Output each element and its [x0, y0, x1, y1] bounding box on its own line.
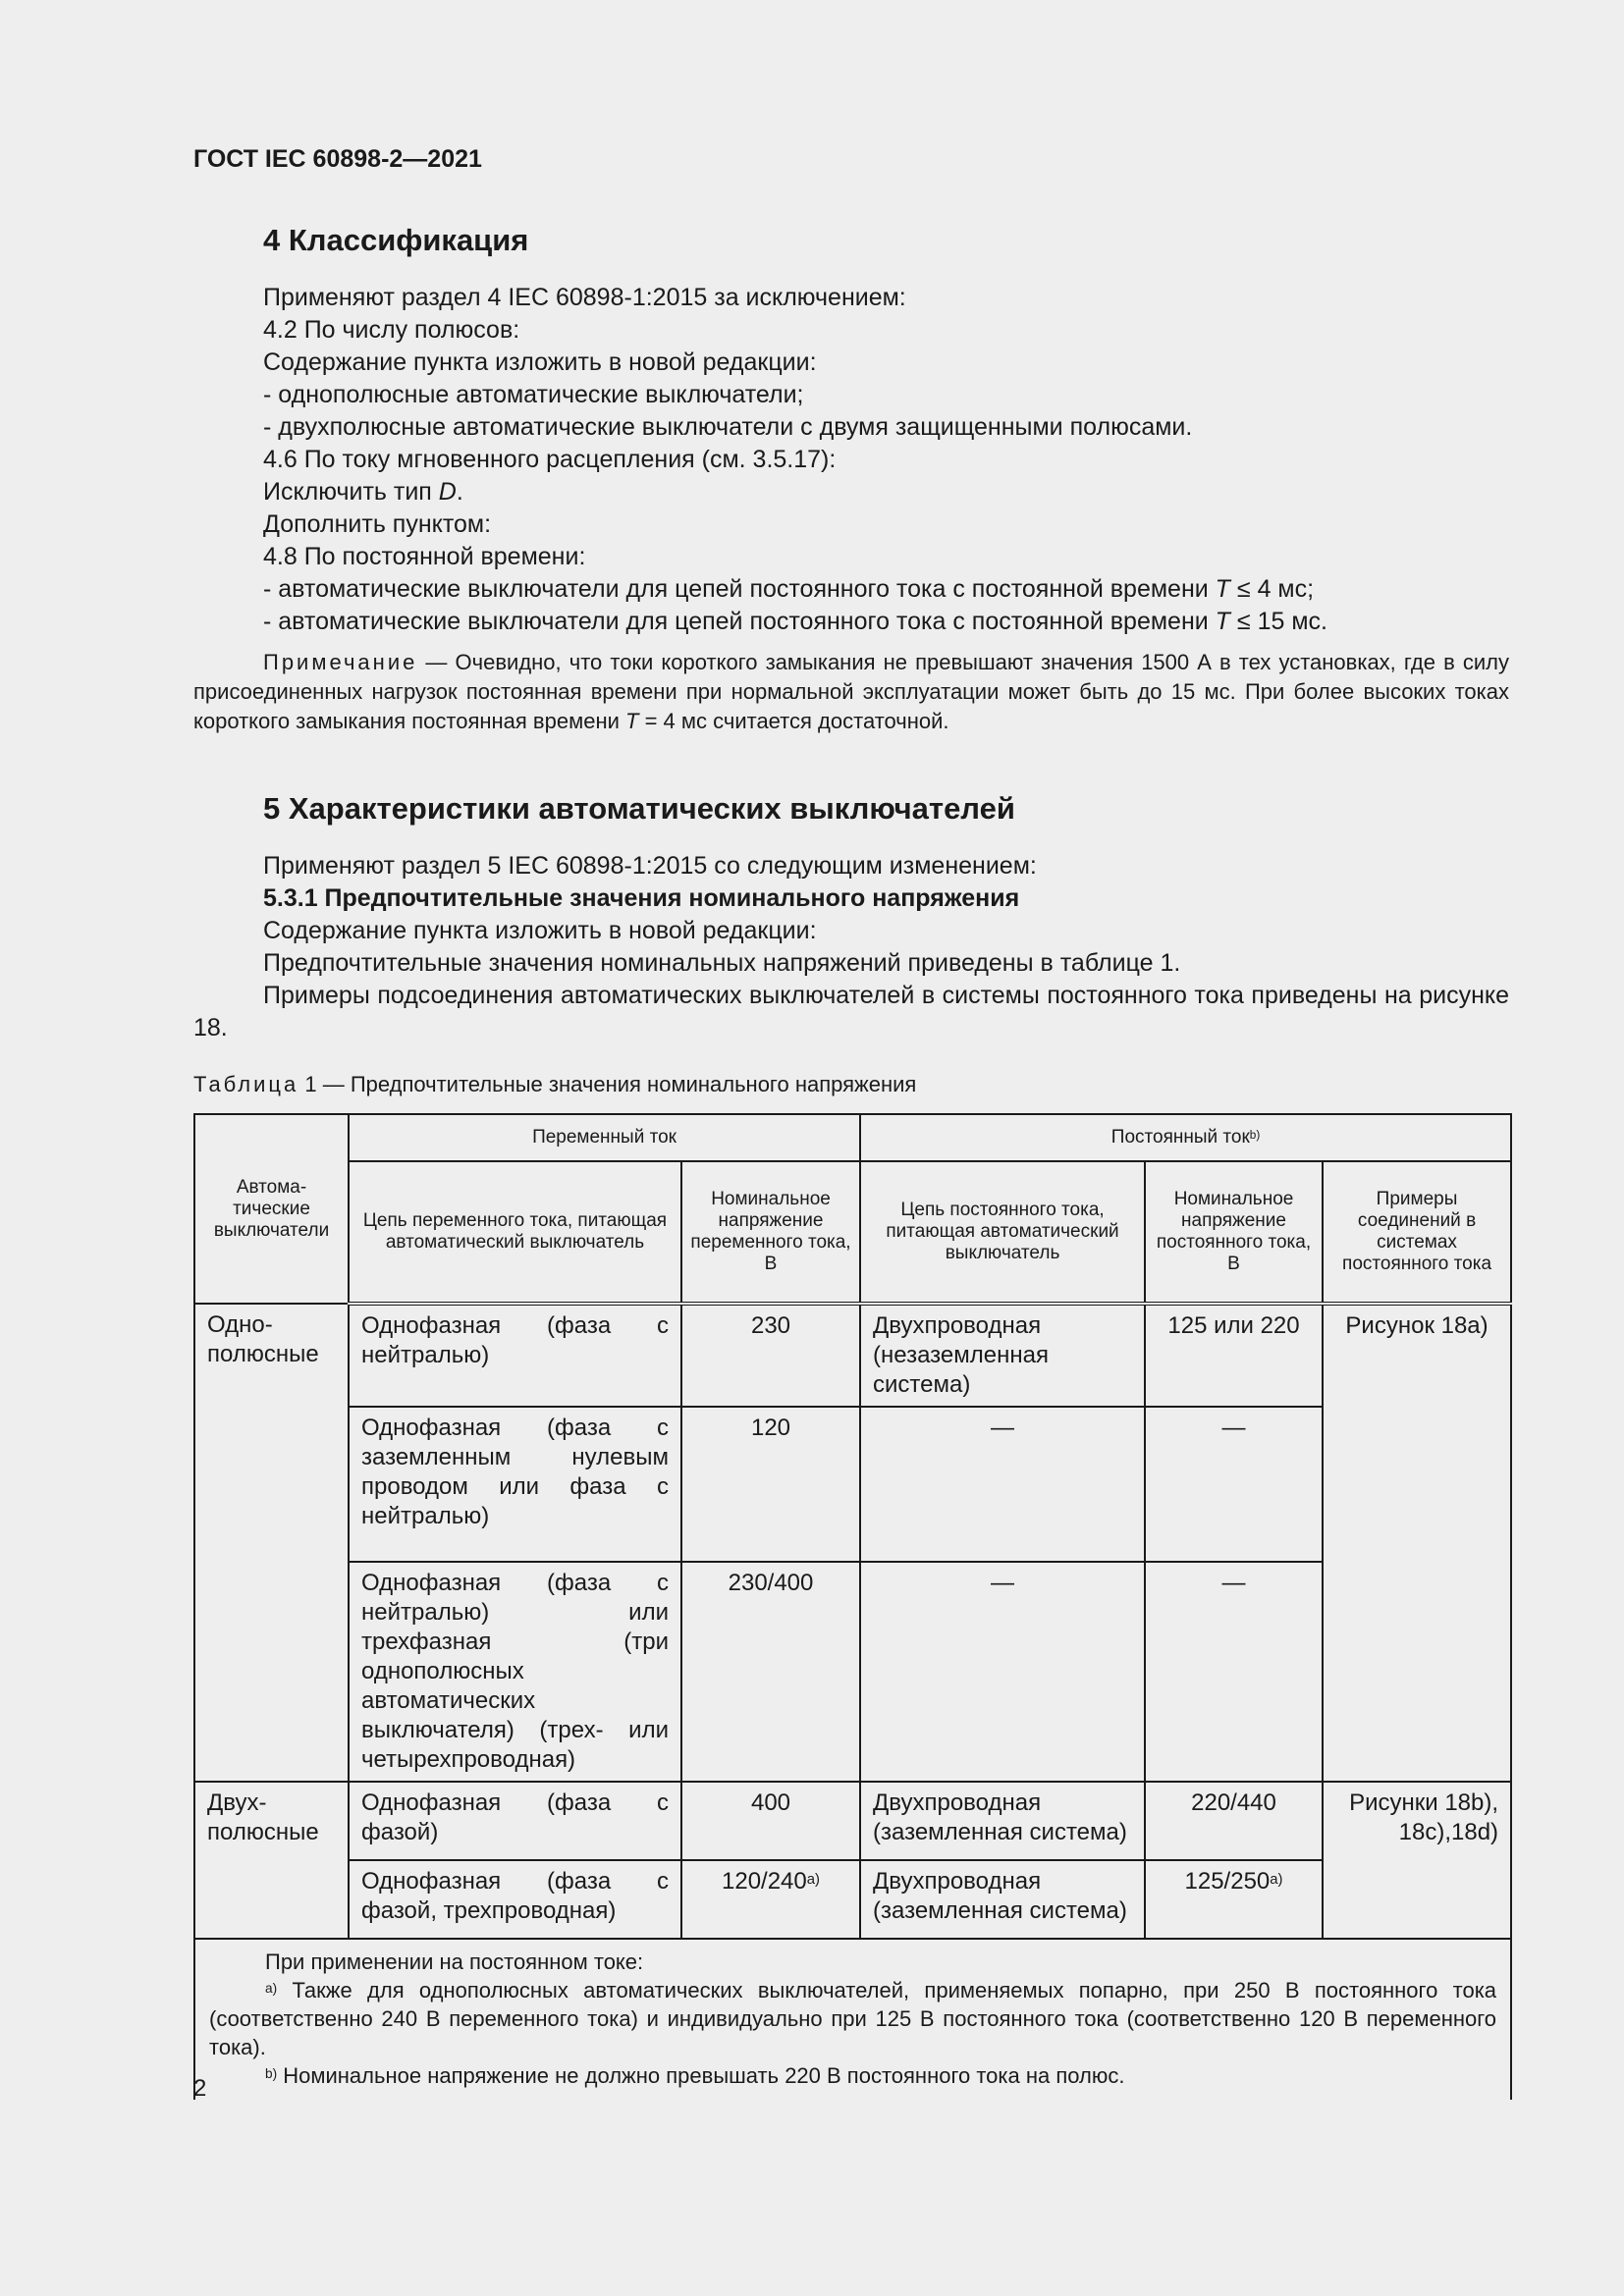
cell-ac-voltage: 120: [681, 1407, 860, 1562]
section-4-line: Содержание пункта изложить в новой редакции:: [263, 348, 817, 376]
cell-ac-circuit: Однофазная (фаза с заземленным нулевым проводом или фаза с нейтралью): [349, 1407, 681, 1562]
tau-line-1: - автоматические выключатели для цепей постоянного тока с постоянной времени T ≤ 4 мс;: [263, 575, 1315, 603]
section-4-title: 4 Классификация: [263, 223, 529, 257]
section-5-title: 5 Характеристики автоматических выключателей: [263, 791, 1015, 826]
section-5-line: Предпочтительные значения номинальных напряжений приведены в таблице 1.: [263, 949, 1181, 977]
cell-ac-voltage: 120/240$^{a)}$: [681, 1860, 860, 1939]
cell-ac-voltage: 230: [681, 1304, 860, 1407]
section-4-line: - двухполюсные автоматические выключатели с двумя защищенными полюсами.: [263, 413, 1193, 441]
cell-ac-circuit: Однофазная (фаза с фазой): [349, 1782, 681, 1860]
section-4-line: Применяют раздел 4 IEC 60898-1:2015 за исключением:: [263, 284, 906, 311]
cell-ac-circuit: Однофазная (фаза с фазой, трехпроводная): [349, 1860, 681, 1939]
document-header: ГОСТ IEC 60898-2—2021: [193, 145, 482, 173]
col-header-ac: Переменный ток: [349, 1114, 860, 1161]
footnote-intro: При применении на постоянном токе:: [265, 1949, 644, 1974]
table-row: [194, 1562, 1511, 1782]
section-4-line: 4.6 По току мгновенного расцепления (см. 3.5.17):: [263, 446, 837, 473]
col-header-breakers: Автома-тические выключатели: [194, 1114, 349, 1304]
col-header-dc-voltage: Номинальное напряжение постоянного тока, В: [1145, 1161, 1323, 1304]
item-4-8: 4.8 По постоянной времени:: [263, 543, 586, 570]
col-header-examples: Примеры соединений в системах постоянного тока: [1323, 1161, 1511, 1304]
cell-dc-voltage: —: [1145, 1407, 1323, 1562]
section-5-paragraph: Примеры подсоединения автоматических выключателей в системы постоянного тока приведены на рисунке 18.: [193, 982, 1509, 1041]
section-4-line: 4.2 По числу полюсов:: [263, 316, 520, 344]
col-header-ac-circuit: Цепь переменного тока, питающая автоматический выключатель: [349, 1161, 681, 1304]
cell-dc-voltage: 125/250$^{a)}$: [1145, 1860, 1323, 1939]
double-pole-figure: Рисунки 18b), 18c),18d): [1323, 1782, 1511, 1939]
cell-ac-voltage: 230/400: [681, 1562, 860, 1782]
page-number: 2: [193, 2075, 207, 2102]
table-caption: Таблица 1 — Предпочтительные значения номинального напряжения: [193, 1072, 917, 1096]
tau-line-2: - автоматические выключатели для цепей постоянного тока с постоянной времени T ≤ 15 мс.: [263, 608, 1327, 635]
single-pole-label: Одно-полюсные: [194, 1304, 349, 1782]
section-5-line: Применяют раздел 5 IEC 60898-1:2015 со следующим изменением:: [263, 852, 1037, 880]
section-4-note: Примечание — Очевидно, что токи короткого замыкания не превышают значения 1500 А в тех установках, где в силу присоединенных нагрузок постоянная времени при нормальной эксплуатации может быть до 15 мс. При более высоких токах короткого замыкания постоянная времени T = 4 мс считается достаточной.: [193, 650, 1509, 733]
cell-dc-circuit: —: [860, 1562, 1145, 1782]
table-row: [194, 1782, 1511, 1860]
cell-dc-voltage: 125 или 220: [1145, 1304, 1323, 1407]
section-4: [193, 223, 1509, 736]
cell-dc-circuit: Двухпроводная (незаземленная система): [860, 1304, 1145, 1407]
cell-dc-circuit: Двухпроводная (заземленная система): [860, 1782, 1145, 1860]
cell-ac-circuit: Однофазная (фаза с нейтралью) или трехфазная (три однополюсных автоматических выключателя) (трех- или четырехпроводная): [349, 1562, 681, 1782]
cell-dc-voltage: 220/440: [1145, 1782, 1323, 1860]
voltage-table: [193, 1113, 1512, 2100]
cell-ac-circuit: Однофазная (фаза с нейтралью): [349, 1304, 681, 1407]
cell-dc-voltage: —: [1145, 1562, 1323, 1782]
cell-dc-circuit: Двухпроводная (заземленная система): [860, 1860, 1145, 1939]
subsection-5-3-1-title: 5.3.1 Предпочтительные значения номинального напряжения: [263, 884, 1020, 912]
cell-dc-circuit: —: [860, 1407, 1145, 1562]
exclude-line: Исключить тип D.: [263, 478, 463, 506]
col-header-ac-voltage: Номинальное напряжение переменного тока, В: [681, 1161, 860, 1304]
table-row: [194, 1860, 1511, 1939]
footnote-b: $^{b)}$ Номинальное напряжение не должно превышать 220 В постоянного тока на полюс.: [265, 2063, 1125, 2088]
col-header-dc: Постоянный ток$^{b)}$: [860, 1114, 1511, 1161]
table-row: [194, 1304, 1511, 1407]
supplement-line: Дополнить пунктом:: [263, 510, 492, 538]
table-header-row: [194, 1114, 1511, 1161]
footnote-a: $^{a)}$ Также для однополюсных автоматических выключателей, применяемых попарно, при 250 В постоянного тока (соответственно 240 В переменного тока) и индивидуально при 125 В постоянного тока (соответственно 120 В переменного тока).: [209, 1978, 1497, 2059]
double-pole-label: Двух-полюсные: [194, 1782, 349, 1939]
table-row: [194, 1407, 1511, 1562]
cell-ac-voltage: 400: [681, 1782, 860, 1860]
col-header-dc-circuit: Цепь постоянного тока, питающая автоматический выключатель: [860, 1161, 1145, 1304]
single-pole-figure: Рисунок 18a): [1323, 1304, 1511, 1782]
section-4-line: - однополюсные автоматические выключатели;: [263, 381, 804, 408]
section-5: [193, 791, 1509, 1044]
table-footnotes: [194, 1939, 1511, 2100]
table-footnote-row: [194, 1939, 1511, 2100]
table-header-row: [194, 1161, 1511, 1304]
section-5-line: Содержание пункта изложить в новой редакции:: [263, 917, 817, 944]
